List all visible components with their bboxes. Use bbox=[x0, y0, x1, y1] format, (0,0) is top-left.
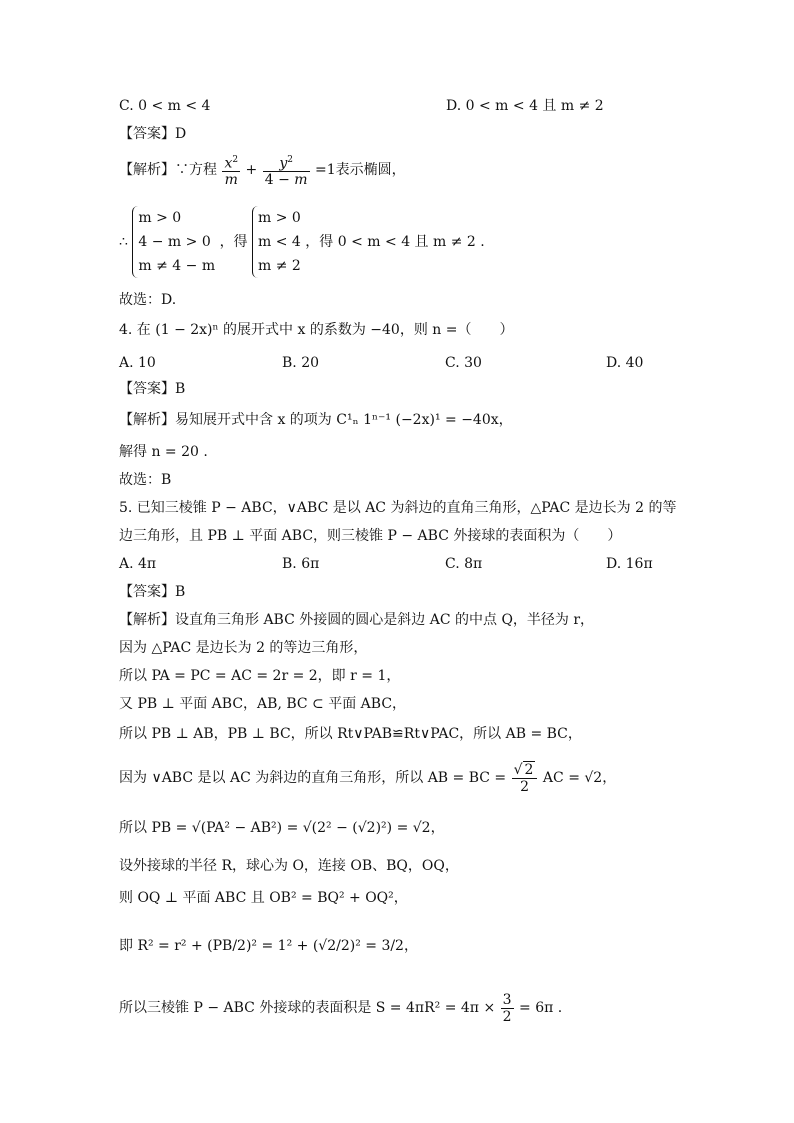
brace1-row: 4 − m > 0 bbox=[138, 234, 211, 250]
q4-answer: 【答案】B bbox=[119, 381, 186, 397]
q5-option-b: B. 6π bbox=[282, 556, 320, 572]
q5-analysis-line: 所以 PB ⊥ AB，PB ⊥ BC，所以 Rt∨PAB≌Rt∨PAC，所以 AB = BC， bbox=[119, 726, 582, 742]
q5-option-a: A. 4π bbox=[119, 556, 157, 572]
fraction-sqrt2-over-2: $\frac{√ 2}{2}$ bbox=[512, 762, 538, 795]
fraction-y2-4m: $\frac{y^2}{4 - m}$ bbox=[263, 152, 310, 189]
q4-option-d: D. 40 bbox=[606, 355, 644, 371]
q5-l6-pre: 因为 ∨ABC 是以 AC 为斜边的直角三角形，所以 AB = BC = bbox=[119, 770, 507, 786]
q4-option-c: C. 30 bbox=[445, 355, 482, 371]
q4-stem: 4. 在 (1 − 2x)ⁿ 的展开式中 x 的系数为 −40，则 n =（ ） bbox=[119, 322, 514, 338]
option-c: C. 0 < m < 4 bbox=[119, 98, 211, 114]
brace2-row: m ≠ 2 bbox=[258, 258, 301, 274]
analysis-lead: 【解析】∵方程 bbox=[119, 162, 217, 178]
system-line: ∴ m > 0 4 − m > 0 m ≠ 4 − m ，得 m > 0 m < 4 m ≠ 2 ，得 0 < m < 4 且 m ≠ 2 . bbox=[119, 206, 485, 278]
system-result: ，得 0 < m < 4 且 m ≠ 2 . bbox=[305, 234, 485, 250]
q5-pb-line: 所以 PB = √(PA² − AB²) = √(2² − (√2)²) = √2， bbox=[119, 820, 445, 836]
q5-option-d: D. 16π bbox=[606, 556, 653, 572]
q5-analysis-line: 所以 PA = PC = AC = 2r = 2，即 r = 1， bbox=[119, 668, 401, 684]
q4-solve: 解得 n = 20 . bbox=[119, 444, 208, 460]
q5-oq-line: 则 OQ ⊥ 平面 ABC 且 OB² = BQ² + OQ²， bbox=[119, 890, 408, 906]
q5-area-line bbox=[119, 988, 562, 1028]
q5-option-c: C. 8π bbox=[445, 556, 483, 572]
q5-r2-line: 即 R² = r² + (PB/2)² = 1² + (√2/2)² = 3/2， bbox=[119, 938, 418, 954]
q5-answer: 【答案】B bbox=[119, 584, 186, 600]
pick-line: 故选：D. bbox=[119, 292, 177, 308]
brace1-row: m ≠ 4 − m bbox=[138, 258, 216, 274]
answer-line: 【答案】D bbox=[119, 126, 187, 142]
brace2-row: m < 4 bbox=[258, 234, 301, 250]
q5-analysis-line: 【解析】设直角三角形 ABC 外接圆的圆心是斜边 AC 的中点 Q，半径为 r， bbox=[119, 612, 595, 628]
analysis-line: 【解析】∵方程 $\frac{x^2}{m}$ + $\frac{y^2}{4 - m}$ =1表示椭圆， bbox=[119, 150, 406, 190]
q5-stem-line2: 边三角形，且 PB ⊥ 平面 ABC，则三棱锥 P − ABC 外接球的表面积为（ ） bbox=[119, 528, 622, 544]
brace2-row: m > 0 bbox=[258, 210, 301, 226]
option-d: D. 0 < m < 4 且 m ≠ 2 bbox=[446, 98, 604, 114]
q4-option-a: A. 10 bbox=[119, 355, 156, 371]
q5-l11-pre: 所以三棱锥 P − ABC 外接球的表面积是 S = 4πR² = 4π × bbox=[119, 1000, 496, 1016]
fraction-3-over-2: $\frac{3}{2}$ bbox=[502, 991, 512, 1025]
q5-l6-post: AC = √2， bbox=[542, 770, 617, 786]
fraction-x2-m: $\frac{x^2}{m}$ bbox=[222, 152, 240, 189]
q5-sphere-line: 设外接球的半径 R，球心为 O，连接 OB、BQ，OQ， bbox=[119, 858, 459, 874]
analysis-tail: =1表示椭圆， bbox=[315, 162, 406, 178]
q4-analysis: 【解析】易知展开式中含 x 的项为 C¹ₙ 1ⁿ⁻¹ (−2x)¹ = −40x， bbox=[119, 412, 513, 428]
q5-isoceles-line bbox=[119, 758, 616, 798]
q4-pick: 故选：B bbox=[119, 472, 172, 488]
system-connector: ，得 bbox=[219, 234, 248, 250]
brace1-row: m > 0 bbox=[138, 210, 182, 226]
q4-option-b: B. 20 bbox=[282, 355, 320, 371]
brace-system-2 bbox=[252, 206, 301, 278]
q5-l11-post: = 6π . bbox=[519, 1000, 563, 1016]
q5-stem-line1: 5. 已知三棱锥 P − ABC，∨ABC 是以 AC 为斜边的直角三角形，△PAC 是边长为 2 的等 bbox=[119, 500, 677, 516]
q5-analysis-line: 又 PB ⊥ 平面 ABC，AB, BC ⊂ 平面 ABC， bbox=[119, 696, 407, 712]
q5-analysis-line: 因为 △PAC 是边长为 2 的等边三角形， bbox=[119, 640, 368, 656]
brace-system-1 bbox=[132, 206, 215, 278]
